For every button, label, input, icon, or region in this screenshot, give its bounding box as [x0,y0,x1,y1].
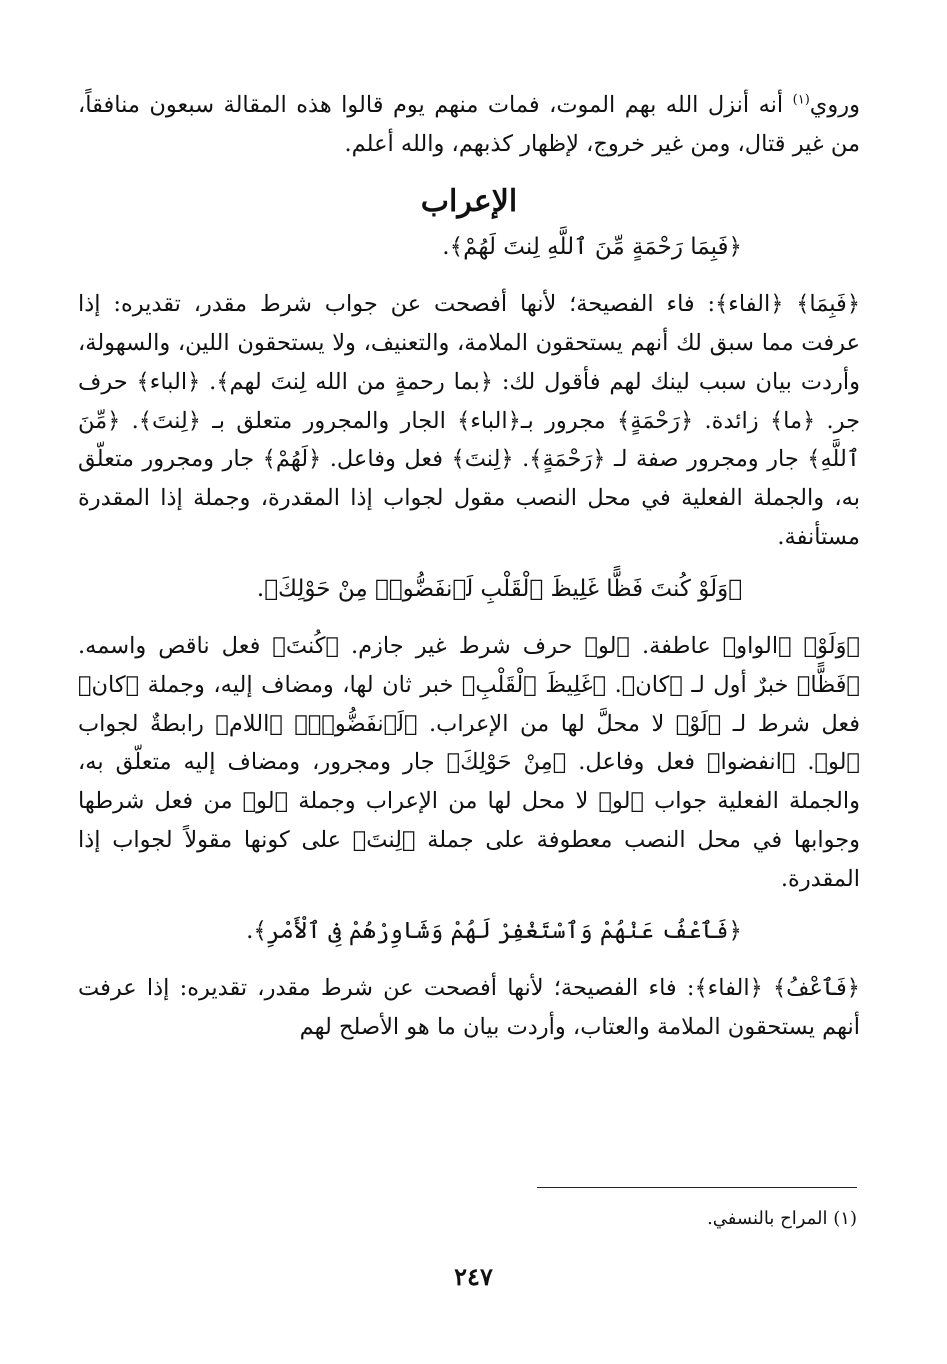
intro-text-start: وروي [809,92,860,118]
footnote-reference: (١) [792,92,810,108]
footnote: (١) المراح بالنسفي. [707,1208,857,1229]
analysis-paragraph-1: ﴿فَبِمَا﴾ ﴿الفاء﴾: فاء الفصيحة؛ لأنها أفصحت عن جواب شرط مقدر، تقديره: إذا عرفت مما سبق لك أنهم يستحقون الملامة، والتعنيف، ولا يستحقون اللين، والسهولة، وأردت بيان سبب لينك لهم فأقول لك: ﴿بما رحمةٍ من الله لِنتَ لهم﴾. ﴿الباء﴾ حرف جر. ﴿ما﴾ زائدة. ﴿رَحْمَةٍ﴾ مجرور بـ﴿الباء﴾ الجار والمجرور متعلق بـ ﴿لِنتَ﴾. ﴿مِّنَ ٱللَّهِ﴾ جار ومجرور صفة لـ ﴿رَحْمَةٍ﴾. ﴿لِنتَ﴾ فعل وفاعل. ﴿لَهُمْ﴾ جار ومجرور متعلّق به، والجملة الفعلية في محل النصب مقول لجواب إذا المقدرة، وجملة إذا المقدرة مستأنفة. [78,291,860,550]
verse-1: ﴿فَبِمَا رَحْمَةٍ مِّنَ ٱللَّهِ لِنتَ لَهُمْ﴾. [442,234,742,261]
footnote-divider [537,1187,857,1188]
analysis-paragraph-3: ﴿فَٱعْفُ﴾ ﴿الفاء﴾: فاء الفصيحة؛ لأنها أفصحت عن شرط مقدر، تقديره: إذا عرفت أنهم يستحقون الملامة والعتاب، وأردت بيان ما هو الأصلح لهم [78,975,860,1040]
page-content [78,86,860,1061]
intro-text-rest: أنه أنزل الله بهم الموت، فمات منهم يوم قالوا هذه المقالة سبعون منافقاً، من غير قتال، ومن غير خروج، لإظهار كذبهم، والله أعلم. [78,92,860,157]
section-title: الإعراب [420,184,518,220]
verse-3: ﴿فَٱعْفُ عَنْهُمْ وَٱسْتَغْفِرْ لَهُمْ وَشَاوِرْهُمْ فِى ٱلْأَمْرِ﴾. [246,918,742,945]
intro-paragraph [78,86,860,163]
page-number: ٢٤٧ [454,1262,493,1291]
analysis-paragraph-2: ﴿وَلَوْ﴾ ﴿الواو﴾ عاطفة. ﴿لو﴾ حرف شرط غير جازم. ﴿كُنتَ﴾ فعل ناقص واسمه. ﴿فَظًّا﴾ خبرٌ أول لـ ﴿كان﴾. ﴿غَلِيظَ ٱلْقَلْبِ﴾ خبر ثان لها، ومضاف إليه، وجملة ﴿كان﴾ فعل شرط لـ ﴿لَوْ﴾ لا محلَّ لها من الإعراب. ﴿لَٱنفَضُّوا۟﴾ ﴿اللام﴾ رابطةٌ لجواب ﴿لو﴾. ﴿انفضوا﴾ فعل وفاعل. ﴿مِنْ حَوْلِكَ﴾ جار ومجرور، ومضاف إليه متعلّق به، والجملة الفعلية جواب ﴿لو﴾ لا محل لها من الإعراب وجملة ﴿لو﴾ من فعل شرطها وجوابها في محل النصب معطوفة على جملة ﴿لِنتَ﴾ على كونها مقولاً لجواب إذا المقدرة. [78,633,860,892]
verse-2: ﴿وَلَوْ كُنتَ فَظًّا غَلِيظَ ٱلْقَلْبِ لَٱنفَضُّوا۟ مِنْ حَوْلِكَ﴾. [256,576,742,603]
